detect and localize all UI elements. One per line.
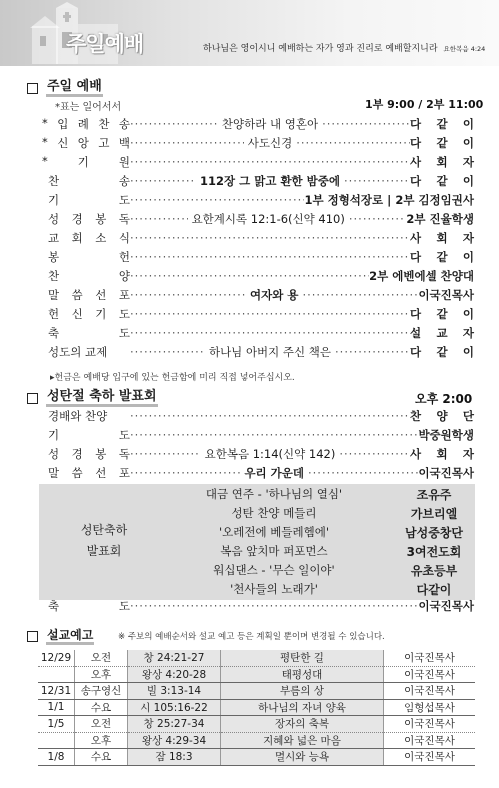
- sermon-schedule-table: [38, 650, 475, 766]
- schedule-preacher: 이국진목사: [384, 650, 476, 666]
- performance-block: [39, 484, 475, 600]
- banner-logo: 주일예배: [66, 32, 144, 56]
- performance-title: 복음 앞치마 퍼포먼스: [220, 544, 328, 558]
- schedule-preacher: 이국진목사: [384, 732, 476, 749]
- schedule-ref: 창 24:21-27: [128, 650, 221, 666]
- schedule-row: [38, 732, 475, 749]
- row-leader: 이국진목사: [418, 599, 474, 613]
- row-leader: 1부 정형석장로 | 2부 김정임권사: [304, 193, 474, 207]
- worship-row: [42, 153, 474, 171]
- row-leader: 다 같 이: [410, 174, 474, 188]
- worship-row: [48, 267, 474, 285]
- row-label: 교 회 소 식: [48, 231, 130, 245]
- schedule-date: 12/29: [38, 650, 75, 666]
- schedule-time: 오전: [75, 716, 128, 733]
- row-content: 하나님 아버지 주신 책은: [208, 345, 332, 359]
- banner-verse: 하나님은 영이시니 예배하는 자가 영과 진리로 예배할지니라 요한복음 4:24: [203, 44, 486, 54]
- row-label: 봉 헌: [48, 250, 130, 264]
- checkbox-square-icon: [27, 83, 38, 94]
- worship-row: [48, 305, 474, 323]
- row-label: * 신 앙 고 백: [42, 135, 130, 150]
- row-content: 우리 가운데: [244, 466, 304, 480]
- row-content: 여자와 용: [250, 288, 299, 302]
- schedule-preacher: 이국진목사: [384, 716, 476, 733]
- row-leader: 박중원학생: [418, 428, 474, 442]
- row-leader: 다 같 이: [410, 345, 474, 359]
- row-label: * 기 원: [42, 154, 130, 169]
- row-label: 찬 송: [48, 174, 130, 188]
- schedule-row: [38, 666, 475, 683]
- christmas-row: [48, 445, 474, 463]
- schedule-row: [38, 699, 475, 716]
- worship-row: [48, 286, 474, 304]
- schedule-title: 멸시와 능욕: [221, 749, 384, 766]
- schedule-preacher: 임형섭목사: [384, 699, 476, 716]
- schedule-time: 수요: [75, 749, 128, 766]
- schedule-row: [38, 716, 475, 733]
- performance-title: 대금 연주 - '하나님의 열심': [205, 487, 343, 501]
- worship-row: [48, 191, 474, 209]
- worship-row: [48, 229, 474, 247]
- schedule-date: 1/8: [38, 749, 75, 766]
- performance-performer: 3여전도회: [406, 545, 462, 559]
- schedule-title: 평탄한 길: [221, 650, 384, 666]
- row-leader: 사 회 자: [410, 231, 474, 245]
- schedule-ref: 왕상 4:29-34: [128, 732, 221, 749]
- christmas-row: [48, 464, 474, 482]
- row-label: 기 도: [48, 193, 130, 207]
- schedule-date: 1/1: [38, 699, 75, 716]
- christmas-row: [48, 426, 474, 444]
- row-leader: 이국진목사: [418, 288, 474, 302]
- schedule-preacher: 이국진목사: [384, 683, 476, 700]
- row-leader: 2부 에벤에셀 찬양대: [369, 269, 474, 283]
- schedule-time: 송구영신: [75, 683, 128, 700]
- schedule-time: 오전: [75, 650, 128, 666]
- christmas-time: 오후 2:00: [415, 392, 473, 406]
- row-content: 찬양하라 내 영혼아: [221, 117, 319, 131]
- row-leader: 설 교 자: [410, 326, 474, 340]
- row-leader: 다 같 이: [410, 250, 474, 264]
- worship-row: [42, 115, 474, 133]
- schedule-date: 1/5: [38, 716, 75, 733]
- performance-label-2: 발표회: [86, 544, 122, 558]
- christmas-heading: 성탄절 축하 발표회: [27, 390, 158, 407]
- christmas-row: [48, 407, 474, 425]
- offering-note: ▸헌금은 예배당 입구에 있는 헌금함에 미리 직접 넣어주십시오.: [50, 373, 295, 383]
- checkbox-square-icon: [27, 393, 38, 404]
- schedule-title: 태평성대: [221, 666, 384, 683]
- schedule-row: [38, 749, 475, 766]
- schedule-title: 하나님의 자녀 양육: [221, 699, 384, 716]
- schedule-ref: 창 25:27-34: [128, 716, 221, 733]
- performance-label-1: 성탄축하: [80, 523, 128, 537]
- row-leader: 다 같 이: [410, 136, 474, 150]
- schedule-date: [38, 666, 75, 683]
- row-label: * 입 례 찬 송: [42, 116, 130, 131]
- row-leader: 사 회 자: [410, 447, 474, 461]
- row-leader: 다 같 이: [410, 307, 474, 321]
- row-label: 기 도: [48, 428, 130, 442]
- row-label: 경배와 찬양: [48, 409, 108, 423]
- worship-row: [48, 248, 474, 266]
- row-label: 헌 신 기 도: [48, 307, 130, 321]
- header-banner: [0, 0, 499, 66]
- performance-performer: 유초등부: [410, 564, 458, 578]
- row-label: 축 도: [48, 599, 130, 613]
- schedule-date: 12/31: [38, 683, 75, 700]
- schedule-time: 수요: [75, 699, 128, 716]
- schedule-row: [38, 650, 475, 666]
- schedule-time: 오후: [75, 666, 128, 683]
- row-content: 112장 그 맑고 환한 밤중에: [200, 174, 340, 188]
- row-label: 성 경 봉 독: [48, 212, 130, 226]
- schedule-title: 장자의 축복: [221, 716, 384, 733]
- row-label: 축 도: [48, 326, 130, 340]
- schedule-title: 부름의 상: [221, 683, 384, 700]
- row-content: 요한복음 1:14(신약 142): [204, 447, 336, 461]
- schedule-preacher: 이국진목사: [384, 749, 476, 766]
- verse-reference: 요한복음 4:24: [443, 45, 486, 53]
- performance-performer: 조유주: [416, 488, 452, 502]
- performance-title: 성탄 찬양 메들리: [231, 506, 317, 520]
- service-times: 1부 9:00 / 2부 11:00: [365, 98, 484, 111]
- schedule-time: 오후: [75, 732, 128, 749]
- schedule-ref: 왕상 4:20-28: [128, 666, 221, 683]
- row-label: 말 씀 선 포: [48, 288, 130, 302]
- standing-note: *표는 일어서서: [55, 102, 122, 113]
- row-content: 요한계시록 12:1-6(신약 410): [191, 212, 345, 226]
- worship-row: [48, 324, 474, 342]
- performance-title: '천사들의 노래가': [230, 582, 318, 596]
- worship-row: [48, 210, 474, 228]
- row-label: 찬 양: [48, 269, 130, 283]
- schedule-ref: 시 105:16-22: [128, 699, 221, 716]
- row-leader: 2부 진율학생: [406, 212, 474, 226]
- performance-title: 워십댄스 - '무슨 일이야': [213, 563, 335, 577]
- row-leader: 다 같 이: [410, 117, 474, 131]
- schedule-title: 지혜와 넓은 마음: [221, 732, 384, 749]
- worship-row: [48, 343, 474, 361]
- performance-performer: 가브리엘: [410, 507, 458, 521]
- row-content: 사도신경: [247, 136, 293, 150]
- schedule-row: [38, 683, 475, 700]
- row-label: 말 씀 선 포: [48, 466, 130, 480]
- performance-performer: 남성중창단: [405, 526, 463, 540]
- row-label: 성 경 봉 독: [48, 447, 130, 461]
- christmas-benediction-row: [48, 597, 474, 615]
- performance-title: '오레전에 베들레헴에': [219, 525, 329, 539]
- performance-performer: 다같이: [416, 583, 452, 597]
- schedule-date: [38, 732, 75, 749]
- worship-row: [48, 172, 474, 190]
- checkbox-square-icon: [27, 631, 38, 642]
- row-leader: 이국진목사: [418, 466, 474, 480]
- worship-heading: 주일 예배: [27, 80, 103, 97]
- row-label: 성도의 교제: [48, 345, 108, 359]
- schedule-preacher: 이국진목사: [384, 666, 476, 683]
- worship-row: [42, 134, 474, 152]
- preview-heading: 설교예고: [27, 628, 94, 645]
- preview-note: ※ 주보의 예배순서와 설교 예고 등은 계획일 뿐이며 변경될 수 있습니다.: [118, 632, 385, 642]
- schedule-ref: 잠 18:3: [128, 749, 221, 766]
- row-leader: 찬 양 단: [410, 409, 474, 423]
- schedule-ref: 빌 3:13-14: [128, 683, 221, 700]
- row-leader: 사 회 자: [410, 155, 474, 169]
